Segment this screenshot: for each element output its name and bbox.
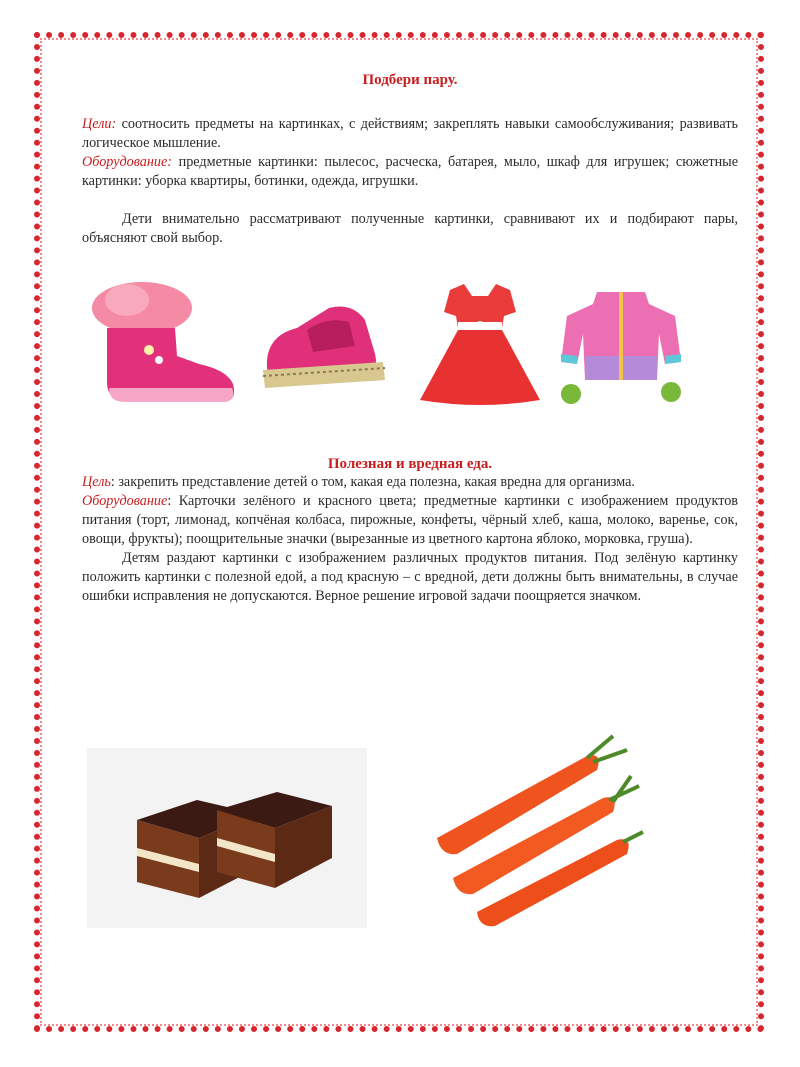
red-dress-image [412,282,547,408]
cake-image [87,748,367,928]
winter-boot-image [87,278,237,408]
game2-equipment [82,492,738,549]
kids-jacket-image [557,284,687,410]
game2-description: Детям раздают картинки с изображением различных продуктов питания. Под зелёную картинку положить картинки с полезной едой, а под красную – с вредной, дети должны быть внимательны, в случае ошибки исправления не допускаются. Верное решение игровой задачи поощряется значком. [82,550,738,604]
game1-description: Дети внимательно рассматривают полученные картинки, сравнивают их и подбирают пары, объясняют свой выбор. [82,211,738,246]
pink-shoe-image [257,296,392,396]
game2-section [82,456,738,606]
goal-text: соотносить предметы на картинках, с действиям; закреплять навыки самообслуживания; развивать логическое мышление. [82,116,738,151]
game2-goal [82,473,738,492]
game1-title: Подбери пару. [362,72,458,88]
game1-section [82,72,738,248]
goal-label: Цели: [82,116,117,132]
clothing-pictures [82,278,702,414]
game2-title: Полезная и вредная еда. [327,456,493,472]
goal-text: : закрепить представление детей о том, какая еда полезна, какая вредна для организма. [110,474,635,490]
carrots-image [417,728,647,928]
game1-goal [82,115,738,153]
game1-equipment [82,153,738,191]
equipment-text: предметные картинки: пылесос, расческа, батарея, мыло, шкаф для игрушек; сюжетные картинки: уборка квартиры, ботинки, одежда, игрушки. [82,154,738,189]
goal-label: Цель [82,474,111,490]
equipment-label: Оборудование: [82,154,173,170]
equipment-label: Оборудование [82,493,168,509]
equipment-text: : Карточки зелёного и красного цвета; предметные картинки с изображением продуктов питания (торт, лимонад, копчёная колбаса, пирожные, конфеты, чёрный хлеб, каша, молоко, варенье, сок, овощи, фрукты); поощрительные значки (вырезанные из цветного картона яблоко, морковка, груша). [82,493,738,547]
food-pictures [82,728,662,938]
